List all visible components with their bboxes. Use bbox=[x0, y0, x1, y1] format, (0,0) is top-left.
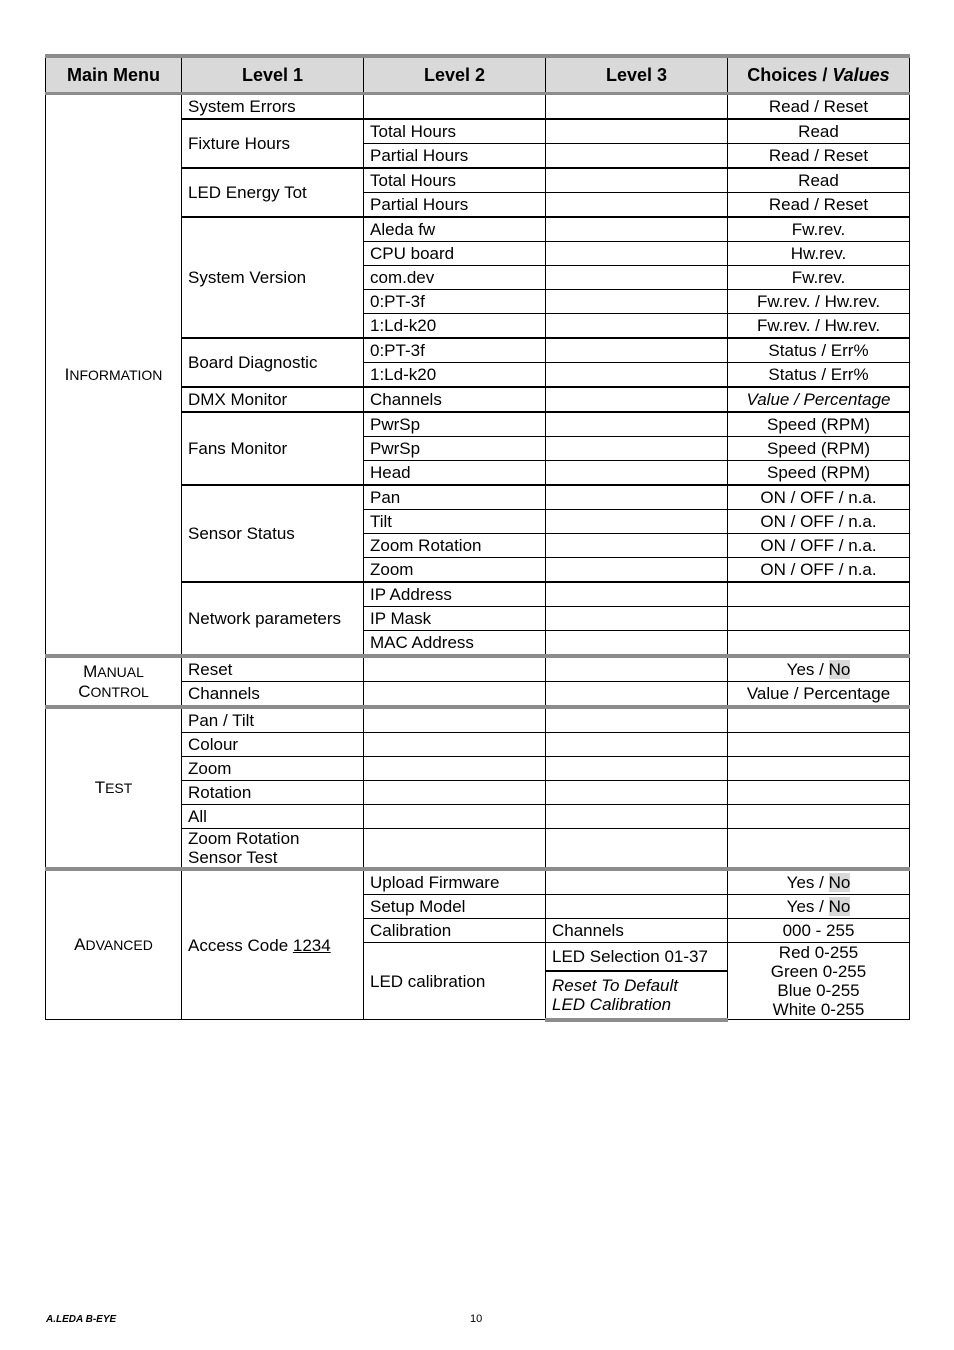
level1-system-version: System Version bbox=[182, 217, 364, 338]
level1-fixture-hours: Fixture Hours bbox=[182, 119, 364, 168]
level1-access-code: Access Code 1234 bbox=[182, 869, 364, 1020]
table-row: Fans Monitor PwrSp Speed (RPM) bbox=[46, 412, 910, 437]
main-menu-test: TEST bbox=[46, 707, 182, 869]
main-menu-advanced: ADVANCED bbox=[46, 869, 182, 1020]
table-row: Zoom ON / OFF / n.a. bbox=[46, 558, 910, 583]
table-row: DMX Monitor Channels Value / Percentage bbox=[46, 387, 910, 412]
table-row: Board Diagnostic 0:PT-3f Status / Err% bbox=[46, 338, 910, 363]
table-row: 1:Ld-k20 Status / Err% bbox=[46, 363, 910, 388]
table-row: com.dev Fw.rev. bbox=[46, 266, 910, 290]
footer-product-name: A.LEDA B-EYE bbox=[46, 1314, 117, 1325]
table-row: Tilt ON / OFF / n.a. bbox=[46, 510, 910, 534]
level1-led-energy-tot: LED Energy Tot bbox=[182, 168, 364, 217]
table-row: IP Mask bbox=[46, 607, 910, 631]
table-row: Fixture Hours Total Hours Read bbox=[46, 119, 910, 144]
main-menu-information: INFORMATION bbox=[46, 94, 182, 657]
table-row: Reset To Default LED Calibration bbox=[46, 971, 910, 1019]
level1-system-errors: System Errors bbox=[182, 94, 364, 120]
table-row: MAC Address bbox=[46, 631, 910, 657]
menu-structure-table bbox=[45, 54, 910, 1022]
table-row: Colour bbox=[46, 733, 910, 757]
table-row: Calibration Channels 000 - 255 bbox=[46, 919, 910, 943]
level1-dmx-monitor: DMX Monitor bbox=[182, 387, 364, 412]
header-level2: Level 2 bbox=[364, 56, 546, 94]
table-row: Channels Value / Percentage bbox=[46, 682, 910, 708]
table-row: Network parameters IP Address bbox=[46, 582, 910, 607]
level1-board-diagnostic: Board Diagnostic bbox=[182, 338, 364, 387]
header-level1: Level 1 bbox=[182, 56, 364, 94]
table-row: ADVANCED Access Code 1234 Upload Firmware Yes / No bbox=[46, 869, 910, 895]
level1-reset: Reset bbox=[182, 656, 364, 682]
page-number: 10 bbox=[470, 1313, 483, 1325]
table-row: INFORMATION System Errors Read / Reset bbox=[46, 94, 910, 120]
level1-fans-monitor: Fans Monitor bbox=[182, 412, 364, 485]
table-row: CPU board Hw.rev. bbox=[46, 242, 910, 266]
table-row: Zoom Rotation Sensor Test bbox=[46, 829, 910, 870]
level1-network-parameters: Network parameters bbox=[182, 582, 364, 656]
table-row: 1:Ld-k20 Fw.rev. / Hw.rev. bbox=[46, 314, 910, 339]
header-level3: Level 3 bbox=[546, 56, 728, 94]
header-choices: Choices / Values bbox=[728, 56, 910, 94]
table-row: Zoom bbox=[46, 757, 910, 781]
table-row: Setup Model Yes / No bbox=[46, 895, 910, 919]
table-row: LED Energy Tot Total Hours Read bbox=[46, 168, 910, 193]
table-row: 0:PT-3f Fw.rev. / Hw.rev. bbox=[46, 290, 910, 314]
table-row: Zoom Rotation ON / OFF / n.a. bbox=[46, 534, 910, 558]
header-main-menu: Main Menu bbox=[46, 56, 182, 94]
table-row: Head Speed (RPM) bbox=[46, 461, 910, 486]
table-row: System Version Aleda fw Fw.rev. bbox=[46, 217, 910, 242]
table-row: LED calibration LED Selection 01-37 Red 0-255 Green 0-255 Blue 0-255 White 0-255 bbox=[46, 943, 910, 972]
table-row: TEST Pan / Tilt bbox=[46, 707, 910, 733]
main-menu-manual-control: MANUAL CONTROL bbox=[46, 656, 182, 707]
table-row: Sensor Status Pan ON / OFF / n.a. bbox=[46, 485, 910, 510]
table-row: Partial Hours Read / Reset bbox=[46, 193, 910, 218]
level1-sensor-status: Sensor Status bbox=[182, 485, 364, 582]
table-row: Rotation bbox=[46, 781, 910, 805]
level1-channels: Channels bbox=[182, 682, 364, 708]
table-row: Partial Hours Read / Reset bbox=[46, 144, 910, 169]
table-row: MANUAL CONTROL Reset Yes / No bbox=[46, 656, 910, 682]
table-row: All bbox=[46, 805, 910, 829]
table-header-row bbox=[46, 56, 910, 94]
table-row: PwrSp Speed (RPM) bbox=[46, 437, 910, 461]
